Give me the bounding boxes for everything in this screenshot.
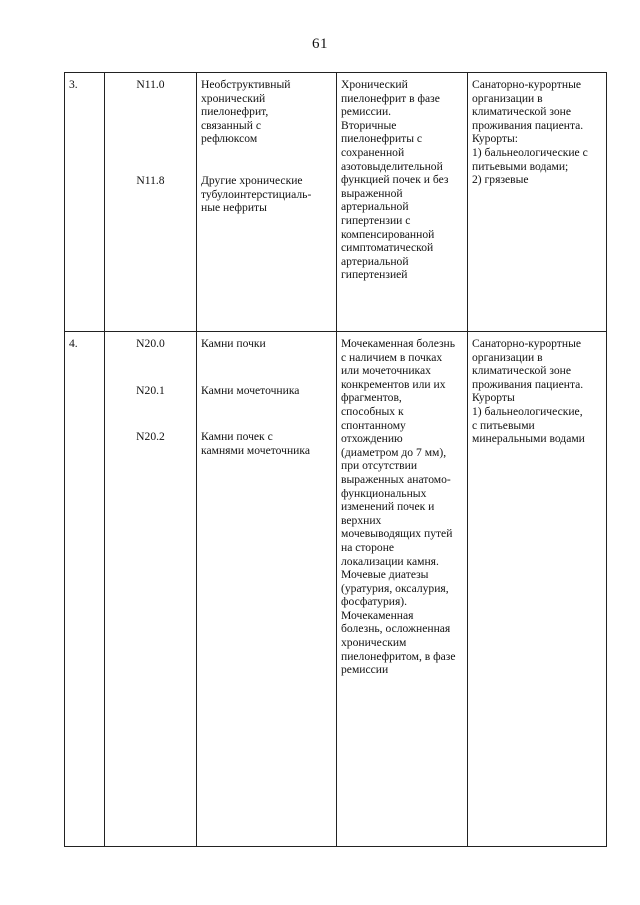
placement-line: минеральными водами	[472, 432, 585, 446]
placement-line: проживания пациента.	[472, 118, 584, 132]
table-row	[65, 332, 607, 847]
description-line: с наличием в почках	[341, 350, 443, 364]
description-line: фосфатурия).	[341, 595, 408, 609]
row-number-cell	[65, 332, 105, 847]
placement-line: питьевыми водами;	[472, 159, 569, 173]
placement-line: Курорты	[472, 391, 515, 405]
description-line: симптоматической	[341, 241, 434, 255]
diagnosis-code: N20.0	[136, 337, 165, 350]
description-line: азотовыделительной	[341, 159, 443, 173]
placement-line: 1) бальнеологические,	[472, 404, 583, 418]
diagnosis-name-line: Камни почек с	[201, 430, 273, 444]
description-line: ремиссии	[341, 663, 389, 677]
page-number: 61	[312, 36, 328, 52]
description-line: Вторичные	[341, 118, 397, 132]
description-line: локализации камня.	[341, 554, 439, 568]
description-line: конкрементов или их	[341, 377, 446, 391]
table-row	[65, 73, 607, 332]
description-line: изменений почек и	[341, 500, 435, 514]
description-line: Мочекаменная	[341, 608, 414, 622]
description-line: Хронический	[341, 78, 408, 91]
code-cell	[105, 73, 197, 332]
description-line: пиелонефрит в фазе	[341, 91, 440, 105]
diagnosis-name-cell	[197, 332, 337, 847]
diagnosis-name-cell	[197, 73, 337, 332]
description-line: артериальной	[341, 200, 409, 214]
description-line: Мочевые диатезы	[341, 568, 429, 582]
placement-cell	[468, 332, 607, 847]
placement-line: организации в	[472, 350, 543, 364]
placement-line: 1) бальнеологические с	[472, 145, 588, 159]
placement-line: 2) грязевые	[472, 173, 529, 187]
placement-line: организации в	[472, 91, 543, 105]
placement-cell	[468, 73, 607, 332]
diagnosis-code: N20.2	[136, 430, 165, 444]
placement-line: Курорты:	[472, 132, 518, 146]
diagnosis-name-line: связанный с	[201, 118, 261, 132]
row-number: 3.	[69, 78, 78, 91]
code-cell	[105, 332, 197, 847]
description-line: гипертензии с	[341, 213, 411, 227]
description-line: Мочекаменная болезнь	[341, 337, 456, 350]
description-line: выраженной	[341, 186, 403, 200]
placement-line: Санаторно-курортные	[472, 337, 582, 350]
diagnosis-name-line: ные нефриты	[201, 201, 267, 215]
description-line: отхождению	[341, 432, 403, 446]
description-line: хроническим	[341, 636, 407, 650]
diagnosis-code: N20.1	[136, 383, 165, 397]
diagnosis-name-line: Камни мочеточника	[201, 383, 300, 397]
description-line: на стороне	[341, 540, 395, 554]
diagnosis-code: N11.0	[136, 78, 165, 91]
diagnosis-code: N11.8	[136, 173, 165, 187]
description-line: мочевыводящих путей	[341, 527, 453, 541]
row-number: 4.	[69, 337, 78, 350]
diagnosis-name-line: камнями мочеточника	[201, 443, 310, 457]
description-line: пиелонефриты с	[341, 132, 423, 146]
description-line: компенсированной	[341, 227, 435, 241]
description-line: функциональных	[341, 486, 427, 500]
diagnosis-name-line: тубулоинтерстициаль-	[201, 187, 312, 201]
description-line: или мочеточниках	[341, 364, 431, 378]
description-line: сохраненной	[341, 145, 405, 159]
placement-line: климатической зоне	[472, 364, 572, 378]
placement-line: проживания пациента.	[472, 377, 584, 391]
diagnosis-name-line: Другие хронические	[201, 173, 303, 187]
description-cell	[337, 73, 468, 332]
diagnosis-name-line: хронический	[201, 91, 266, 105]
diagnosis-name-line: Необструктивный	[201, 78, 291, 91]
diagnosis-name-line: пиелонефрит,	[201, 105, 269, 119]
description-line: функцией почек и без	[341, 173, 449, 187]
description-line: артериальной	[341, 254, 409, 268]
description-line: болезнь, осложненная	[341, 622, 451, 636]
description-line: выраженных анатомо-	[341, 472, 451, 486]
document-table	[64, 72, 607, 847]
row-number-cell	[65, 73, 105, 332]
description-line: гипертензией	[341, 268, 408, 282]
description-line: фрагментов,	[341, 391, 402, 405]
description-line: (диаметром до 7 мм),	[341, 445, 447, 459]
diagnosis-name-line: Камни почки	[201, 337, 266, 350]
description-line: при отсутствии	[341, 459, 418, 473]
description-line: ремиссии.	[341, 105, 392, 119]
description-line: пиелонефритом, в фазе	[341, 649, 456, 663]
description-line: спонтанному	[341, 418, 406, 432]
description-line: способных к	[341, 404, 404, 418]
diagnosis-name-line: рефлюксом	[201, 132, 258, 146]
description-cell	[337, 332, 468, 847]
placement-line: климатической зоне	[472, 105, 572, 119]
placement-line: Санаторно-курортные	[472, 78, 582, 91]
description-line: (уратурия, оксалурия,	[341, 581, 449, 595]
description-line: верхних	[341, 513, 382, 527]
placement-line: с питьевыми	[472, 418, 535, 432]
